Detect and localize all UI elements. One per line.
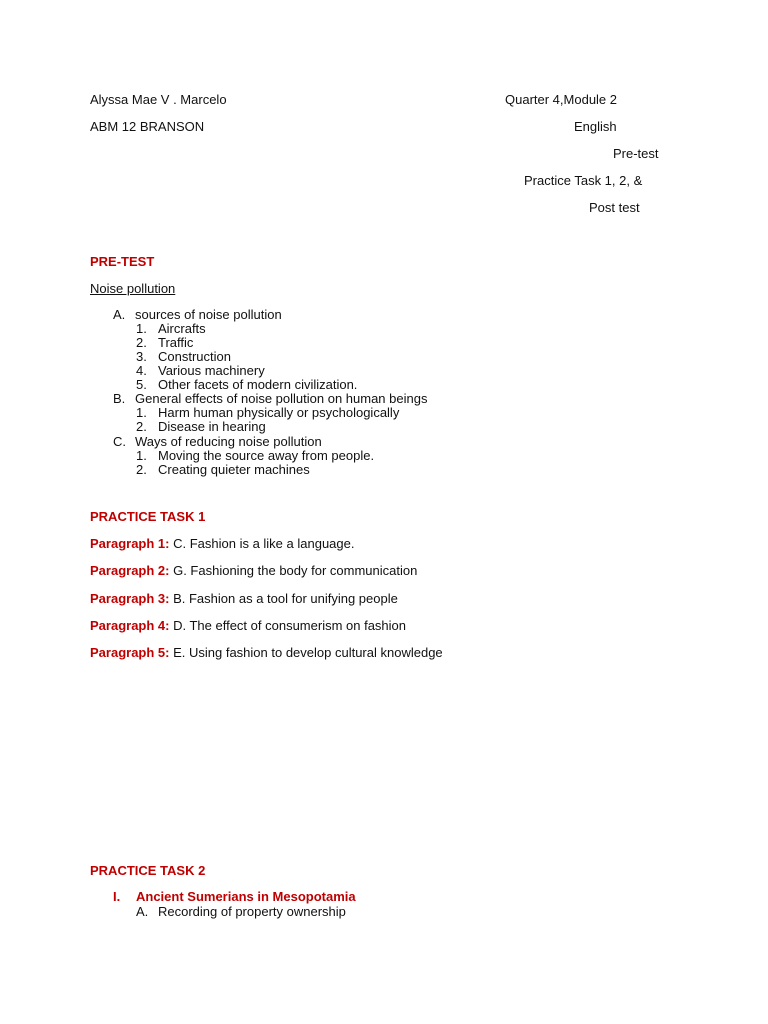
paragraph-answer-1: Paragraph 1: C. Fashion is a like a language. bbox=[90, 536, 355, 551]
outline-roman-item: I. Ancient Sumerians in Mesopotamia bbox=[113, 889, 356, 904]
outline-item-c: C. Ways of reducing noise pollution bbox=[113, 434, 322, 449]
outline-subitem: 3. Construction bbox=[136, 349, 231, 364]
header-line-pretest: Pre-test bbox=[613, 146, 659, 161]
paragraph-answer-5: Paragraph 5: E. Using fashion to develop cultural knowledge bbox=[90, 645, 443, 660]
header-line-practice: Practice Task 1, 2, & bbox=[524, 173, 643, 188]
outline-subitem: 1. Aircrafts bbox=[136, 321, 206, 336]
student-section: ABM 12 BRANSON bbox=[90, 119, 205, 134]
outline-subitem: 4. Various machinery bbox=[136, 363, 265, 378]
outline-subitem: A. Recording of property ownership bbox=[136, 904, 346, 919]
outline-item-a: A. sources of noise pollution bbox=[113, 307, 282, 322]
quarter-module: Quarter 4,Module 2 bbox=[505, 92, 618, 107]
paragraph-answer-2: Paragraph 2: G. Fashioning the body for communication bbox=[90, 563, 418, 578]
outline-subitem: 1. Moving the source away from people. bbox=[136, 448, 375, 463]
paragraph-answer-4: Paragraph 4: D. The effect of consumerism on fashion bbox=[90, 618, 407, 633]
outline-subitem: 2. Creating quieter machines bbox=[136, 462, 310, 477]
pretest-topic: Noise pollution bbox=[90, 281, 176, 296]
paragraph-answer-3: Paragraph 3: B. Fashion as a tool for unifying people bbox=[90, 591, 398, 606]
outline-subitem: 5. Other facets of modern civilization. bbox=[136, 377, 358, 392]
task1-heading: PRACTICE TASK 1 bbox=[90, 509, 206, 524]
outline-subitem: 2. Traffic bbox=[136, 335, 194, 350]
header-line-posttest: Post test bbox=[589, 200, 640, 215]
outline-item-b: B. General effects of noise pollution on human beings bbox=[113, 391, 428, 406]
task2-heading: PRACTICE TASK 2 bbox=[90, 863, 206, 878]
pretest-heading: PRE-TEST bbox=[90, 254, 155, 269]
outline-subitem: 2. Disease in hearing bbox=[136, 419, 266, 434]
student-name: Alyssa Mae V . Marcelo bbox=[90, 92, 227, 107]
outline-subitem: 1. Harm human physically or psychologically bbox=[136, 405, 400, 420]
subject: English bbox=[574, 119, 617, 134]
